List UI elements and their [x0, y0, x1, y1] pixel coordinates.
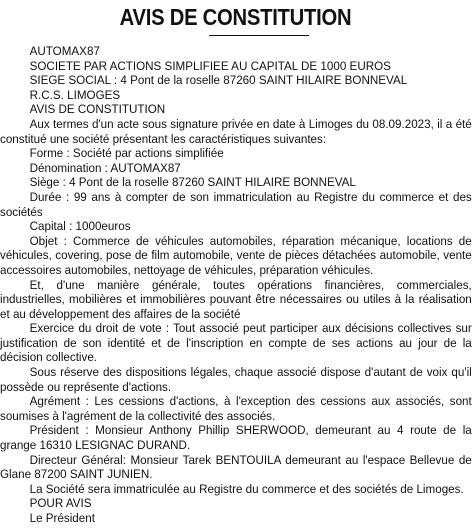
- capital-line: Capital : 1000euros: [29, 219, 131, 234]
- immatriculation-line: La Société sera immatriculée au Registre du commerce et des sociétés de Limoges.: [29, 481, 464, 496]
- forme-line: Forme : Société par actions simplifiée: [29, 146, 224, 161]
- pour-avis-line: POUR AVIS: [29, 496, 92, 511]
- duree-paragraph: Durée : 99 ans à compter de son immatriculation au Registre du commerce et des sociétés: [0, 189, 472, 219]
- reserve-paragraph: Sous réserve des dispositions légales, chaque associé dispose d'autant de voix qu'il possède ou représente d'actions.: [0, 365, 472, 394]
- signature-line: Le Président: [29, 511, 95, 525]
- president-paragraph: Président : Monsieur Anthony Phillip SHERWOOD, demeurant au 4 route de la grange 16310 LESIGNAC DURAND.: [0, 423, 472, 453]
- title-underline: [209, 35, 309, 36]
- company-notice-label: AVIS DE CONSTITUTION: [29, 102, 166, 117]
- company-headquarters: SIEGE SOCIAL : 4 Pont de la roselle 87260 SAINT HILAIRE BONNEVAL: [29, 73, 408, 88]
- directeur-paragraph: Directeur Général: Monsieur Tarek BENTOUILA demeurant au l'espace Bellevue de Glane 87200 SAINT JUNIEN.: [0, 452, 472, 482]
- siege-line: Siège : 4 Pont de la roselle 87260 SAINT HILAIRE BONNEVAL: [29, 175, 356, 190]
- agrement-paragraph: Agrément : Les cessions d'actions, à l'exception des cessions aux associés, sont soumises à l'agrément de la collectivité des associés.: [0, 394, 472, 423]
- vote-paragraph: Exercice du droit de vote : Tout associé peut participer aux décisions collectives sur justification de son identité et de l'inscription en compte de ses actions au jour de la décision collective.: [0, 321, 472, 365]
- general-paragraph: Et, d'une manière générale, toutes opérations financières, commerciales, industrielles, mobilières et immobilières pouvant être nécessaires ou utiles à la réalisation et au développement des affaires de la société: [0, 277, 472, 321]
- company-name: AUTOMAX87: [29, 44, 100, 58]
- notice-title: AVIS DE CONSTITUTION: [119, 4, 352, 30]
- notice-body: [0, 44, 472, 526]
- company-rcs: R.C.S. LIMOGES: [29, 87, 121, 102]
- objet-paragraph: Objet : Commerce de véhicules automobiles, réparation mécanique, locations de véhicules, covering, pose de film automobile, vente de pièces détachées automobile, vente accessoires automobiles, nettoyage de véhicules, préparation véhicules.: [0, 233, 472, 277]
- denomination-line: Dénomination : AUTOMAX87: [29, 160, 181, 175]
- company-form-capital: SOCIETE PAR ACTIONS SIMPLIFIEE AU CAPITAL DE 1000 EUROS: [29, 58, 391, 73]
- intro-paragraph: Aux termes d'un acte sous signature privée en date à Limoges du 08.09.2023, il a été constitué une société présentant les caractéristiques suivantes:: [0, 116, 472, 146]
